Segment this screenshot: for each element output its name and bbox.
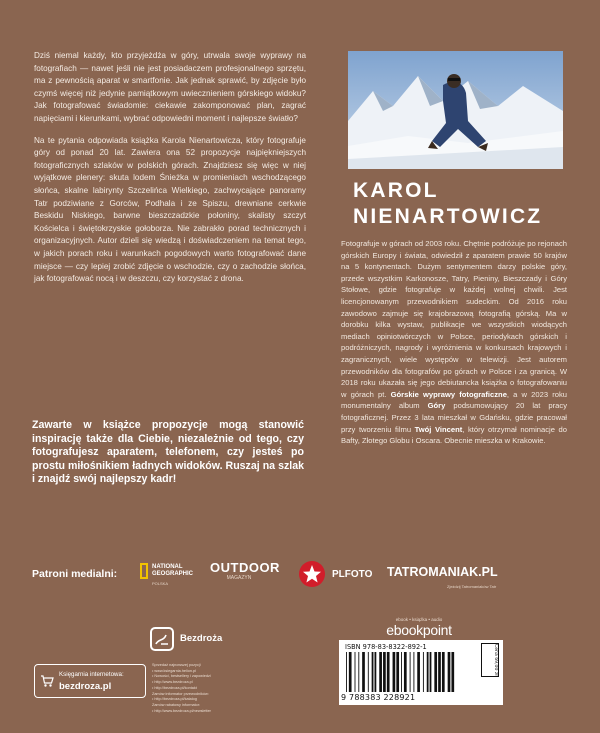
publisher-name: Bezdroża (180, 633, 223, 644)
bio-film-title: Twój Vincent (414, 424, 463, 434)
barcode-bar (430, 652, 432, 692)
barcode-bar (387, 652, 390, 692)
barcode-image (344, 652, 476, 692)
fine-print-line: • www.ksiegarnia.helion.pl (152, 668, 196, 673)
barcode-bar (448, 652, 451, 692)
barcode-bar (404, 652, 407, 692)
barcode-bar (410, 652, 411, 692)
fine-print-line: Zamów rabatowy informator: (152, 702, 201, 707)
outdoor-magazine-logo (210, 561, 280, 591)
outdoor-subtitle: MAGAZYN (226, 575, 252, 581)
national-geographic-logo (140, 561, 192, 591)
author-first-name: KAROL (353, 179, 439, 202)
natgeo-subtitle: POLSKA (152, 581, 169, 586)
fine-print-line: Zamów informator przewodników: (152, 691, 209, 696)
barcode-bar (413, 652, 414, 692)
highlight-paragraph: Zawarte w książce propozycje mogą stanowić inspirację także dla Ciebie, niezależnie od tego, czy fotografujesz aparatem, telefonem, czy jesteś po prostu miłośnikiem ładnych widoków. Ruszaj na szlak i znajdź swój najlepszy kadr! (32, 419, 304, 486)
bookstore-label: Księgarnia internetowa: (59, 671, 124, 678)
barcode-bar (368, 652, 369, 692)
plfoto-logo (299, 561, 389, 591)
barcode-bar (375, 652, 377, 692)
author-name (353, 178, 542, 230)
bio-text-2: , a w 2023 roku monumentalny album (341, 389, 567, 411)
fine-print-line: • Nowości, bestsellery i zapowiedzi (152, 674, 211, 679)
bookstore-url[interactable]: bezdroza.pl (59, 681, 112, 692)
barcode-bar (346, 652, 347, 692)
natgeo-line-2: GEOGRAPHIC (152, 571, 194, 577)
barcode-bar (442, 652, 445, 692)
shopping-cart-icon (40, 674, 54, 688)
book-description (34, 50, 306, 295)
barcode-bar (401, 652, 402, 692)
bio-book-title-1: Górskie wyprawy fotograficzne (390, 389, 507, 399)
fine-print-line: • http://bezdroza.pl/katalog (152, 697, 197, 702)
ebookpoint-name: ebookpoint (386, 622, 452, 638)
barcode-bar (427, 652, 429, 692)
tatromaniak-name: TATROMANIAK.PL (387, 565, 498, 579)
barcode-bar (451, 652, 454, 692)
online-bookstore-box[interactable] (34, 664, 146, 698)
bio-text-3: podsumowujący 20 lat pracy fotograficznej. Przez 3 lata mieszkał w Gdańsku, gdzie pracował przy tworzeniu filmu (341, 401, 567, 434)
fine-print-line: • http://www.bezdroza.pl/newsletter (152, 708, 211, 713)
author-bio (341, 238, 567, 447)
fine-print-line: Sprzedaż najnowszej pozycji (152, 663, 201, 667)
barcode-bar (383, 652, 386, 692)
fine-print-line: • http://www.bezdroza.pl (152, 680, 193, 685)
plfoto-name: PLFOTO (332, 569, 373, 580)
bio-book-title-2: Góry (427, 401, 446, 411)
barcode-bar (379, 652, 382, 692)
description-paragraph-2: Na te pytania odpowiada książka Karola Nienartowicza, który fotografuje góry od ponad 20 lat. Zawiera ona 52 propozycje najpiękniejszych fotograficznych szlaków w polskich górach. Znajdziesz się więc w niej wyjątkowe plenery: skuta lodem Śnieżka w promieniach wschodzącego słońca, skalne labirynty Szczelińca Wielkiego, zachwycające panoramy Tatr podziwiane z Gorców, Podhala i ze Spiszu, drewniane cerkwie Beskidu Niskiego, barwne bieszczadzkie połoniny, skalisty szczyt Kościelca i świętokrzyskie gołoborza. Nie zabrakło porad technicznych i organizacyjnych. Autor dzieli się wiedzą i doświadczeniem na temat tego, w jakich porach roku i warunkach pogodowych warto fotografować dane miejsce — czy lepiej zrobić zdjęcie o wschodzie, czy o zachodzie słońca, jak fotografować nocą i w deszczu, czy korzystać z drona. (34, 135, 306, 284)
barcode-bar (438, 652, 441, 692)
author-last-name: NIENARTOWICZ (353, 205, 543, 228)
author-photo-image (348, 51, 563, 169)
barcode-number: 9 788383 228921 (341, 693, 416, 702)
fine-print-line: • http://bezdroza.pl/kontakt (152, 685, 197, 690)
barcode-bar (358, 652, 359, 692)
barcode-bar (423, 652, 424, 692)
barcode-bar (355, 652, 356, 692)
tatromaniak-logo (387, 561, 507, 591)
description-paragraph-1: Dziś niemal każdy, kto przyjeżdża w góry, utrwala swoje wyprawy na fotografiach — nawet jeśli nie jest posiadaczem profesjonalnego sprzętu, ma z pewnością aparat w smartfonie. Jak jednak sprawić, by zdjęcie było czymś więcej niż jedynie pamiątkowym uwiecznieniem górskiego widoku? Jak fotografować świadomie: ciekawie zakomponować plan, zagrać napięciami i kierunkami, wybrać odpowiedni moment i najlepsze światło? (34, 51, 306, 123)
barcode-bar (393, 652, 396, 692)
price-label: Cena 69,00 zł (481, 643, 499, 677)
natgeo-line-1: NATIONAL (152, 564, 183, 570)
media-patrons (32, 561, 572, 591)
barcode-box (339, 640, 503, 705)
isbn-label: ISBN 978-83-8322-892-1 (345, 643, 427, 651)
bezdroza-icon (150, 627, 174, 651)
bio-text-1: Fotografuje w górach od 2003 roku. Chętnie podróżuje po rejonach górskich Europy i świata, odwiedził z aparatem prawie 50 krajów na 5 kontynentach. Dużym sentymentem darzy polskie góry, przede wszystkim Karkonosze, Tatry, Pieniny, Bieszczady i Góry Stołowe, gdzie fotografuje w każdej wolnej chwili. Jest licencjonowanym przewodnikiem sudeckim. Od 2016 roku zawodowo zajmuje się krajobrazową fotografią górską. Ma w dorobku kilka wystaw, publikacje we wszystkich wiodących mediach opiniotwórczych w Polsce, periodykach górskich i podróżniczych, nagrody i wyróżnienia w konkursach krajowych i zagranicznych, wiele występów w telewizji. Jest autorem przewodników dla fotografów po górach w Polsce i za granicą. W 2018 roku ukazała się jego debiutancka książka o fotografowaniu w górach pt. (341, 239, 567, 399)
tatromaniak-subtitle: Zjeździj Tatromaniaków Tatr (447, 584, 497, 589)
barcode-bar (434, 652, 437, 692)
outdoor-title: OUTDOOR (210, 560, 280, 575)
barcode-bar (362, 652, 365, 692)
ebookpoint-tagline: ebook • książka • audio (395, 617, 443, 622)
author-photo (348, 51, 563, 169)
barcode-bar (349, 652, 352, 692)
barcode-bar (372, 652, 374, 692)
yellow-frame-icon (140, 563, 148, 579)
star-icon (299, 561, 325, 587)
barcode-bar (396, 652, 399, 692)
bezdroza-logo (150, 627, 240, 655)
patrons-label: Patroni medialni: (32, 568, 118, 580)
barcode-bar (417, 652, 420, 692)
bio-text-4: , który otrzymał nominacje do Bafty, Złotego Globu i Oscara. Obecnie mieszka w Krakowie. (341, 424, 567, 446)
publisher-fine-print (152, 663, 252, 714)
